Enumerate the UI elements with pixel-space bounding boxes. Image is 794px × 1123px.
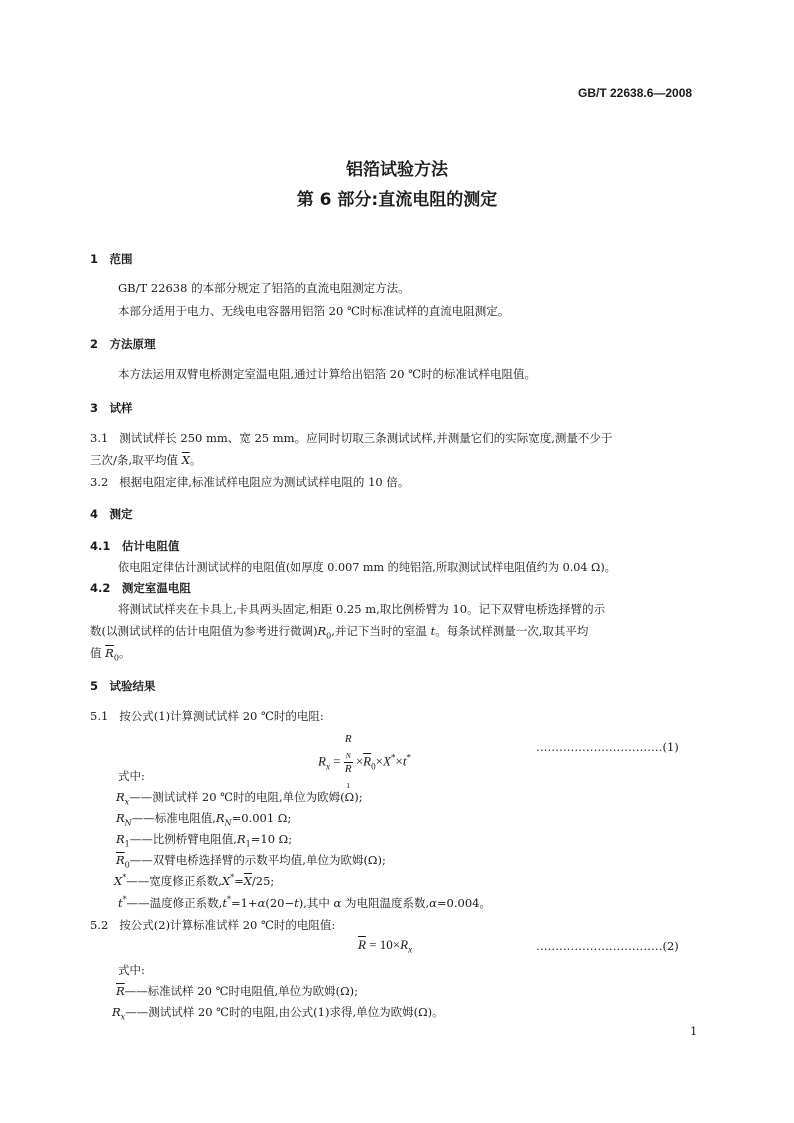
standard-code: GB/T 22638.6—2008 — [578, 86, 693, 100]
section-1-para-1: GB/T 22638 的本部分规定了铝箔的直流电阻测定方法。 — [118, 281, 410, 295]
doc-title-line2: 第 6 部分:直流电阻的测定 — [296, 190, 498, 210]
def-t-star: t*——温度修正系数,t*=1+α(20−t),其中 α 为电阻温度系数,α=0.004。 — [118, 895, 491, 910]
clause-4-2-line-2: 数(以测试试样的估计电阻值为参考进行微调)$R_0$,并记下当时的室温 t。每条试样测量一次,取其平均 — [90, 624, 589, 641]
mean-width-symbol: $\overline{X}$ — [181, 453, 190, 467]
def-r1: $R_1——$比例桥臂电阻值$,R_1=10$ Ω; — [116, 832, 293, 849]
clause-3-2-number: 3.2 — [90, 475, 109, 489]
doc-title-line1: 铝箔试验方法 — [346, 160, 448, 180]
def-rx: $R_x——$测试试样 20 ℃时的电阻,单位为欧姆(Ω); — [116, 790, 363, 807]
def-r0: $\overline{R}_0——$双臂电桥选择臂的示数平均值,单位为欧姆(Ω); — [116, 853, 386, 870]
section-2-para-1: 本方法运用双臂电桥测定室温电阻,通过计算给出铝箔 20 ℃时的标准试样电阻值。 — [118, 367, 536, 381]
where-label-2: 式中: — [118, 963, 145, 977]
section-1-heading: 1 范围 — [90, 252, 133, 266]
clause-3-2 — [90, 474, 409, 490]
equation-2: $\overline{R} = 10\times R_x$ — [358, 937, 413, 955]
section-4-heading: 4 测定 — [90, 507, 133, 521]
def-rx-2: $R_x——$测试试样 20 ℃时的电阻,由公式(1)求得,单位为欧姆(Ω)。 — [112, 1005, 444, 1022]
section-5-heading: 5 试验结果 — [90, 679, 156, 693]
clause-5-2-number: 5.2 — [90, 918, 109, 932]
clause-5-2-text: 按公式(2)计算标准试样 20 ℃时的电阻值: — [119, 918, 336, 932]
clause-4-2-heading: 4.2 测定室温电阻 — [90, 581, 191, 595]
where-label-1: 式中: — [118, 769, 145, 783]
clause-4-2-line-1: 将测试试样夹在卡具上,卡具两头固定,相距 0.25 m,取比例桥臂为 10。记下双臂电桥选择臂的示 — [118, 602, 606, 616]
clause-4-1-heading: 4.1 估计电阻值 — [90, 539, 180, 553]
def-r-bar: $\overline{R}——$标准试样 20 ℃时电阻值,单位为欧姆(Ω); — [116, 984, 359, 998]
clause-5-1-number: 5.1 — [90, 709, 109, 723]
equation-1-number: ……………………………(1) — [536, 740, 679, 754]
clause-3-2-text: 根据电阻定律,标准试样电阻应为测试试样电阻的 10 倍。 — [119, 475, 410, 489]
clause-5-1 — [90, 708, 324, 724]
clause-3-1-line-1: 测试试样长 250 mm、宽 25 mm。应同时切取三条测试试样,并测量它们的实际宽度,测量不少于 — [119, 431, 613, 445]
page-number: 1 — [690, 1024, 698, 1038]
clause-3-1-number: 3.1 — [90, 431, 109, 445]
def-x-star: X*——宽度修正系数$,X^*=\overline{X}/25$; — [114, 873, 275, 888]
equation-2-number: ……………………………(2) — [536, 939, 679, 953]
clause-4-2-line-3: 值 $\overline{R}_0$。 — [90, 646, 131, 663]
section-1-para-2: 本部分适用于电力、无线电电容器用铝箔 20 ℃时标准试样的直流电阻测定。 — [118, 304, 510, 318]
section-3-heading: 3 试样 — [90, 401, 133, 415]
def-rn: $R_N——$标准电阻值$,R_N=0.001$ Ω; — [116, 811, 292, 828]
clause-4-1-text: 依电阻定律估计测试试样的电阻值(如厚度 0.007 mm 的纯铝箔,所取测试试样电阻值约为 0.04 Ω)。 — [118, 561, 616, 574]
equation-1: $R_x$ = R $_N$ R $_1$ $\times\overline{R}_0\times X^*\times t^*$ — [318, 733, 412, 791]
section-2-heading: 2 方法原理 — [90, 337, 156, 351]
clause-3-1-line-2: 三次/条,取平均值 $\overline{X}$。 — [90, 453, 202, 467]
clause-3-1 — [90, 430, 612, 446]
clause-5-2 — [90, 917, 335, 933]
clause-5-1-text: 按公式(1)计算测试试样 20 ℃时的电阻: — [119, 709, 324, 723]
